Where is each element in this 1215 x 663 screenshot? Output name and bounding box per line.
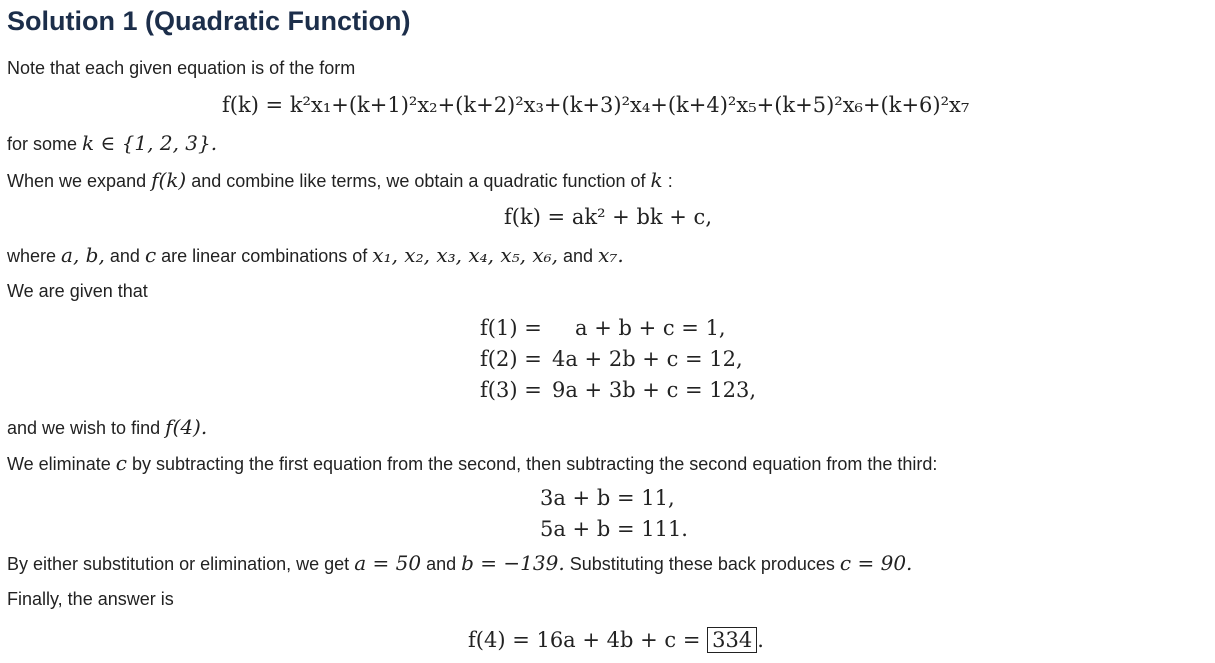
linear-combo-line bbox=[7, 243, 624, 268]
text: are linear combinations of bbox=[161, 246, 368, 266]
system-lhs: f(3) = bbox=[480, 378, 542, 402]
answer-box: 334 bbox=[707, 627, 757, 653]
final-tail: . bbox=[757, 628, 764, 652]
text: where bbox=[7, 246, 57, 266]
math: x₇. bbox=[598, 243, 624, 267]
reduced-equation: 5a + b = 111. bbox=[540, 517, 688, 541]
final-lhs: f(4) = 16a + 4b + c = bbox=[468, 628, 701, 652]
math: f(4). bbox=[165, 415, 208, 439]
system-lhs: f(1) = bbox=[480, 316, 542, 340]
text: for some bbox=[7, 134, 78, 154]
solution-title: Solution 1 (Quadratic Function) bbox=[7, 6, 411, 36]
text: When we expand bbox=[7, 171, 147, 191]
eliminate-line bbox=[7, 451, 937, 476]
solve-line bbox=[7, 551, 912, 576]
text: and we wish to find bbox=[7, 418, 161, 438]
text: and bbox=[563, 246, 594, 266]
text: and bbox=[109, 246, 140, 266]
math: c bbox=[144, 243, 157, 267]
text: and combine like terms, we obtain a quadratic function of bbox=[191, 171, 646, 191]
intro-text: Note that each given equation is of the form bbox=[7, 58, 356, 78]
math: c bbox=[115, 451, 127, 475]
text: We eliminate bbox=[7, 454, 111, 474]
math: c = 90. bbox=[839, 551, 913, 575]
system-rhs: a + b + c = 1, bbox=[575, 316, 726, 340]
math: k ∈ {1, 2, 3}. bbox=[82, 131, 218, 155]
text: : bbox=[667, 171, 673, 191]
expand-line bbox=[7, 168, 673, 193]
text: by subtracting the first equation from the second, then subtracting the second equation from the third: bbox=[131, 454, 938, 474]
math: a = 50 bbox=[354, 551, 422, 575]
general-equation: f(k) = k²x₁+(k+1)²x₂+(k+2)²x₃+(k+3)²x₄+(k+4)²x₅+(k+5)²x₆+(k+6)²x₇ bbox=[222, 93, 970, 117]
text: and bbox=[426, 554, 457, 574]
math: a, b, bbox=[61, 243, 105, 267]
final-equation bbox=[468, 625, 764, 655]
reduced-equation: 3a + b = 11, bbox=[540, 486, 675, 510]
given-text: We are given that bbox=[7, 281, 148, 301]
goal-line bbox=[7, 415, 207, 440]
system-lhs: f(2) = bbox=[480, 347, 542, 371]
text: Substituting these back produces bbox=[569, 554, 835, 574]
math: k bbox=[650, 168, 663, 192]
final-text: Finally, the answer is bbox=[7, 589, 174, 609]
text: By either substitution or elimination, we get bbox=[7, 554, 350, 574]
math: f(k) bbox=[151, 168, 187, 192]
system-rhs: 4a + 2b + c = 12, bbox=[552, 347, 743, 371]
system-rhs: 9a + 3b + c = 123, bbox=[552, 378, 757, 402]
quadratic-form: f(k) = ak² + bk + c, bbox=[504, 205, 712, 229]
k-domain-line bbox=[7, 131, 217, 156]
math: x₁, x₂, x₃, x₄, x₅, x₆, bbox=[372, 243, 559, 267]
math: b = −139. bbox=[461, 551, 565, 575]
